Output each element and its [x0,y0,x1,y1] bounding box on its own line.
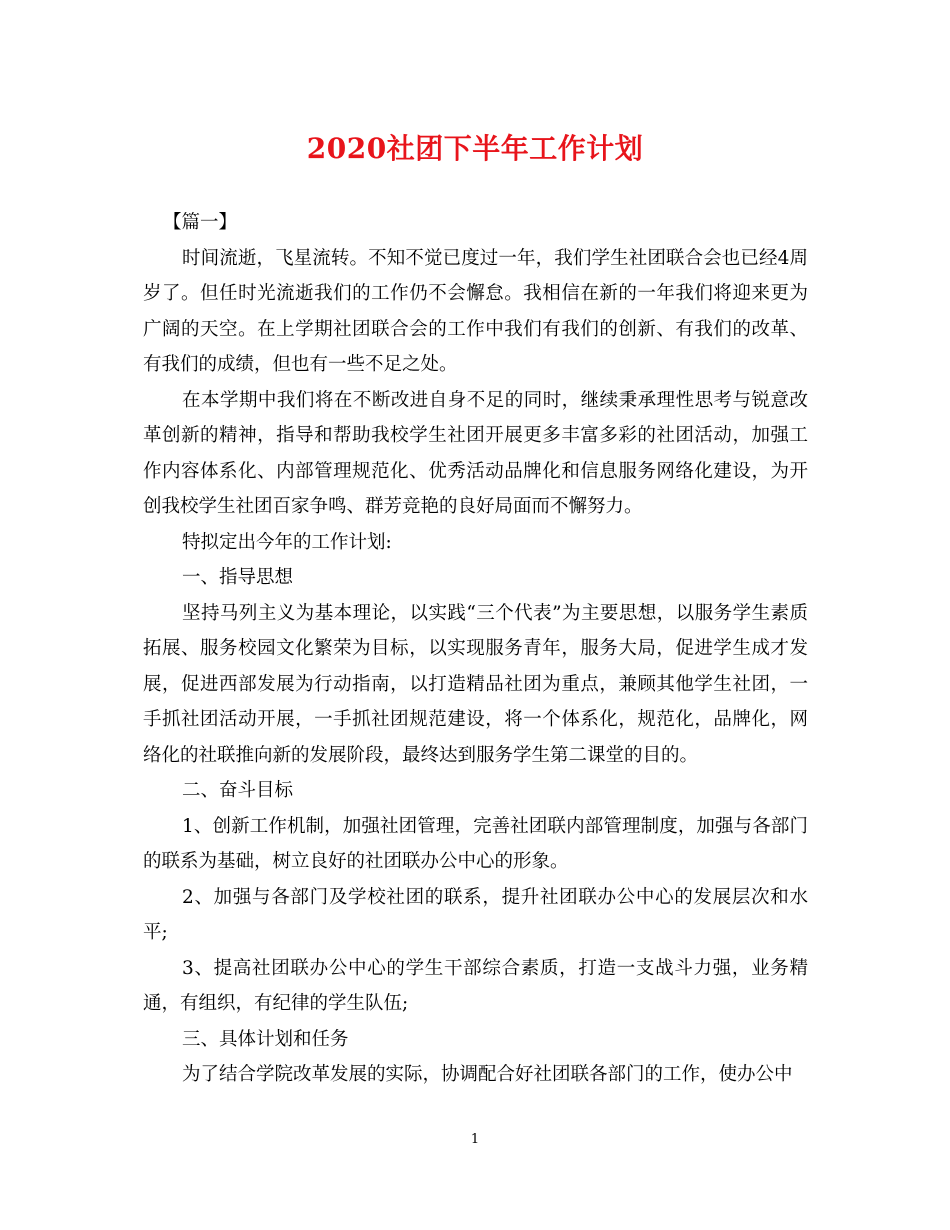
page-number: 1 [470,1132,480,1147]
paragraph: 为了结合学院改革发展的实际，协调配合好社团联各部门的工作，使办公中 [182,1064,793,1085]
paragraph: 特拟定出今年的工作计划: [182,531,392,553]
section-label: 【篇一】 [163,212,238,233]
document-title: 2020社团下半年工作计划 [306,132,644,165]
list-item: 2、加强与各部门及学校社团的联系，提升社团联办公中心的发展层次和水平; [143,886,808,943]
list-item: 3、提高社团联办公中心的学生干部综合素质，打造一支战斗力强，业务精通，有组织，有纪律的学生队伍; [143,957,808,1014]
paragraph: 时间流逝，飞星流转。不知不觉已度过一年，我们学生社团联合会也已经4周岁了。但任时光流逝我们的工作仍不会懈怠。我相信在新的一年我们将迎来更为广阔的天空。在上学期社团联合会的工作中我们有我们的创新、有我们的改革、有我们的成绩，但也有一些不足之处。 [143,247,808,375]
list-item: 1、创新工作机制，加强社团管理，完善社团联内部管理制度，加强与各部门的联系为基础，树立良好的社团联办公中心的形象。 [143,815,808,872]
paragraph: 在本学期中我们将在不断改进自身不足的同时，继续秉承理性思考与锐意改革创新的精神，指导和帮助我校学生社团开展更多丰富多彩的社团活动，加强工作内容体系化、内部管理规范化、优秀活动品牌化和信息服务网络化建设，为开创我校学生社团百家争鸣、群芳竞艳的良好局面而不懈努力。 [143,389,808,517]
heading-plans-and-tasks: 三、具体计划和任务 [182,1028,349,1050]
heading-goals: 二、奋斗目标 [182,780,294,801]
paragraph: 坚持马列主义为基本理论，以实践“三个代表”为主要思想，以服务学生素质拓展、服务校园文化繁荣为目标，以实现服务青年，服务大局，促进学生成才发展，促进西部发展为行动指南，以打造精品社团为重点，兼顾其他学生社团，一手抓社团活动开展，一手抓社团规范建设，将一个体系化，规范化，品牌化，网络化的社联推向新的发展阶段，最终达到服务学生第二课堂的目的。 [143,602,808,766]
document-body [143,205,808,1093]
heading-guiding-ideology: 一、指导思想 [182,567,294,588]
